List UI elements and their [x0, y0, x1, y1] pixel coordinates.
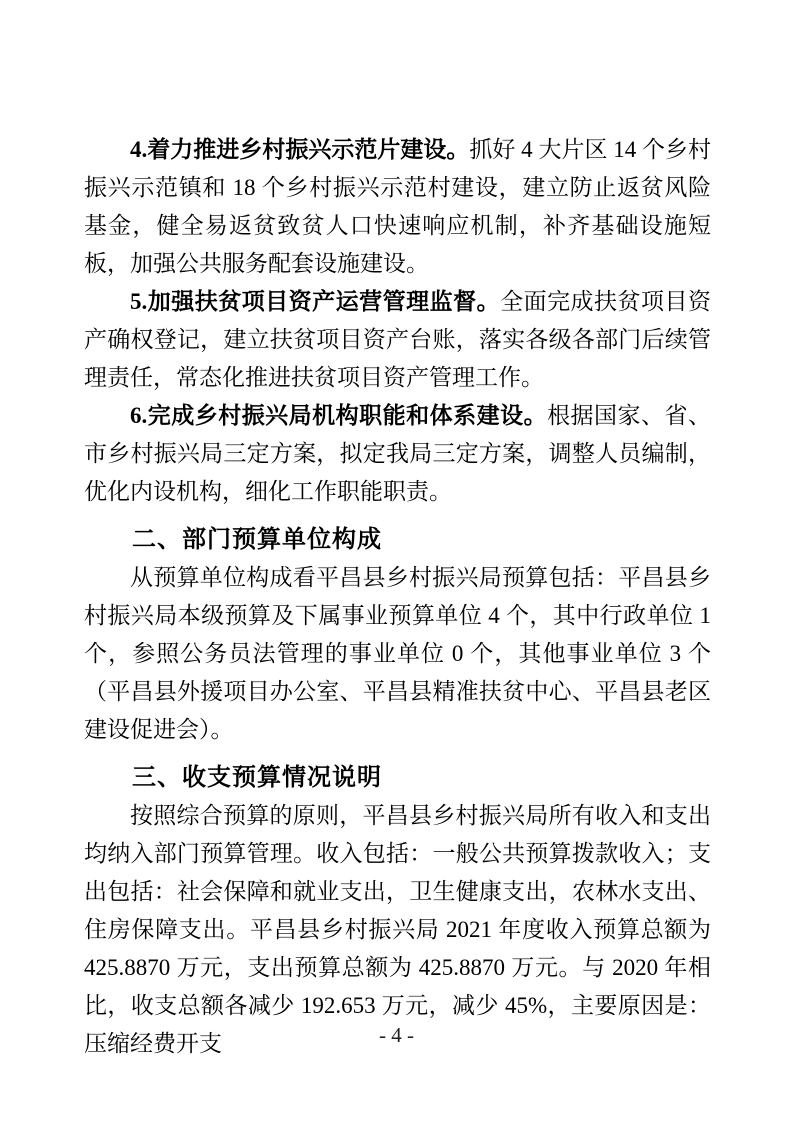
paragraph-lead: 5.加强扶贫项目资产运营管理监督。 [130, 289, 501, 314]
section-heading: 二、部门预算单位构成 [132, 526, 382, 553]
body-paragraph [84, 283, 711, 397]
document-content [84, 131, 711, 1063]
paragraph-text: 抓好 4 大片区 14 个乡村振兴示范镇和 18 个乡村振兴示范村建设，建立防止返贫风险基金，健全易返贫致贫人口快速响应机制，补齐基础设施短板，加强公共服务配套设施建设。 [84, 137, 712, 276]
page-number: - 4 - [379, 1023, 414, 1047]
paragraph-text: 从预算单位构成看平昌县乡村振兴局预算包括：平昌县乡村振兴局本级预算及下属事业预算单位 4 个，其中行政单位 1 个，参照公务员法管理的事业单位 0 个，其他事业单位 3 个（平昌县外援项目办公室、平昌县精准扶贫中心、平昌县老区建设促进会）。 [84, 565, 711, 742]
section-heading: 三、收支预算情况说明 [132, 764, 382, 791]
paragraph-text: 按照综合预算的原则，平昌县乡村振兴局所有收入和支出均纳入部门预算管理。收入包括：一般公共预算拨款收入；支出包括：社会保障和就业支出，卫生健康支出，农林水支出、住房保障支出。平昌县乡村振兴局 2021 年度收入预算总额为 425.8870 万元，支出预算总额为 425.8870 万元。与 2020 年相比，收支总额各减少 192.653 万元，减少 45%，主要原因是：压缩经费开支 [84, 803, 711, 1056]
body-paragraph [84, 131, 711, 283]
paragraph-text: 全面完成扶贫项目资产确权登记，建立扶贫项目资产台账，落实各级各部门后续管理责任，常态化推进扶贫项目资产管理工作。 [84, 289, 712, 390]
paragraph-text: 根据国家、省、市乡村振兴局三定方案，拟定我局三定方案，调整人员编制，优化内设机构，细化工作职能职责。 [84, 403, 712, 504]
body-paragraph [84, 397, 711, 511]
paragraph-lead: 4.着力推进乡村振兴示范片建设。 [130, 137, 470, 162]
body-paragraph [84, 559, 711, 749]
paragraph-lead: 6.完成乡村振兴局机构职能和体系建设。 [130, 403, 548, 428]
